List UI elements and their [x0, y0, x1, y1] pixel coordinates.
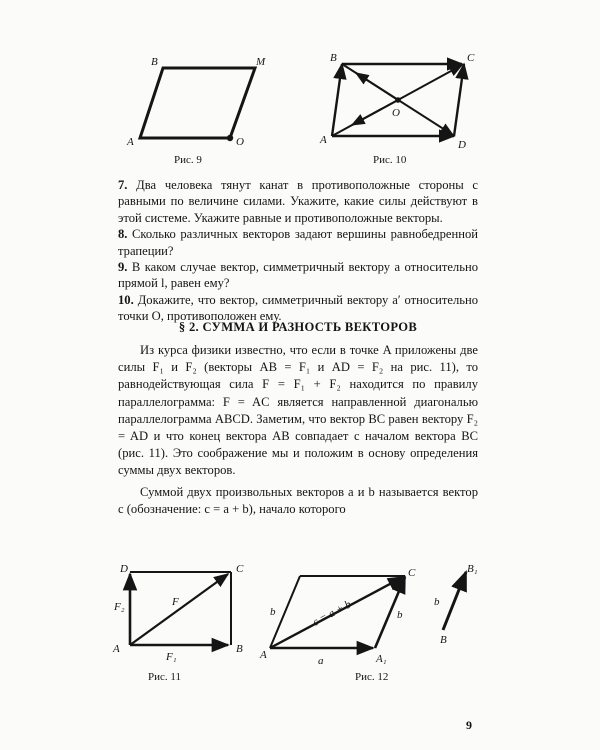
label-b-vector-free: b	[434, 596, 440, 608]
label-a-vector: a	[318, 655, 324, 667]
label-b1: B₁	[467, 563, 478, 575]
label-d: D	[458, 139, 466, 151]
vector-bb1-b	[443, 572, 466, 630]
label-b: B	[330, 52, 337, 64]
vector-ac-f	[130, 574, 228, 645]
exercise-8: 8. Сколько различных векторов задают вершины равнобедренной трапеции?	[118, 227, 478, 258]
label-o: O	[392, 107, 400, 119]
vector-dc	[454, 64, 464, 136]
figure-9	[115, 50, 275, 150]
label-a: A	[113, 643, 120, 655]
section-body	[118, 342, 478, 518]
label-a: A	[260, 649, 267, 661]
point-o	[227, 135, 233, 141]
exercise-7: 7. Два человека тянут канат в противоположные стороны с равными по величине силами. Укажите, какие силы действуют в этой системе. Укажите равные и противоположные векторы.	[118, 178, 478, 225]
label-a: A	[320, 134, 327, 146]
vector-ab	[332, 64, 342, 136]
label-a: A	[127, 136, 134, 148]
page-number: 9	[466, 718, 472, 732]
label-b-vector: b	[270, 606, 276, 618]
label-c: C	[236, 563, 244, 575]
label-b-vector-side: b	[397, 609, 403, 621]
caption-fig-11: Рис. 11	[148, 671, 181, 683]
exercise-list	[118, 177, 478, 325]
label-b: B	[151, 56, 158, 68]
exercise-10: 10. Докажите, что вектор, симметричный вектору a′ относительно точки O, противоположен ему.	[118, 292, 479, 324]
caption-fig-10: Рис. 10	[373, 154, 407, 166]
label-f: F	[172, 596, 179, 608]
figure-12	[258, 560, 488, 670]
paragraph-2: Суммой двух произвольных векторов a и b называется вектор c (обозначение: c = a + b), начало которого	[118, 484, 478, 516]
label-o: O	[236, 136, 244, 148]
label-a1: A₁	[376, 653, 387, 665]
label-c: C	[467, 52, 475, 64]
label-b: B	[236, 643, 243, 655]
label-c-equals-a-plus-b: c = a + b	[310, 598, 354, 629]
caption-fig-12: Рис. 12	[355, 671, 389, 683]
vector-ob	[356, 73, 398, 100]
label-m: M	[256, 56, 266, 68]
parallelogram-abom	[140, 68, 255, 138]
point-o	[395, 97, 401, 103]
figure-10	[312, 48, 482, 154]
label-f1: F₁	[166, 651, 177, 663]
label-d: D	[120, 563, 128, 575]
label-c: C	[408, 567, 416, 579]
label-f2: F₂	[114, 601, 125, 613]
figure-11	[110, 560, 260, 670]
exercise-9: 9. В каком случае вектор, симметричный вектору a относительно прямой l, равен ему?	[118, 260, 478, 291]
caption-fig-9: Рис. 9	[174, 154, 202, 166]
paragraph-1: Из курса физики известно, что если в точке A приложены две силы F₁ и F₂ (векторы AB = F₁ и AD = F₂ на рис. 11), то равнодействующая сила F = F₁ + F₂ находится по правилу параллелограмма: F = AC является направленной диагональю параллелограмма ABCD. Заметим, что вектор BC равен вектору F₂ = AD и что конец вектора AB совпадает с началом вектора BC (рис. 11). Это соображение мы и положим в основу определения суммы двух векторов.	[118, 343, 478, 478]
label-b-point: B	[440, 634, 447, 646]
section-heading: § 2. СУММА И РАЗНОСТЬ ВЕКТОРОВ	[178, 320, 418, 334]
